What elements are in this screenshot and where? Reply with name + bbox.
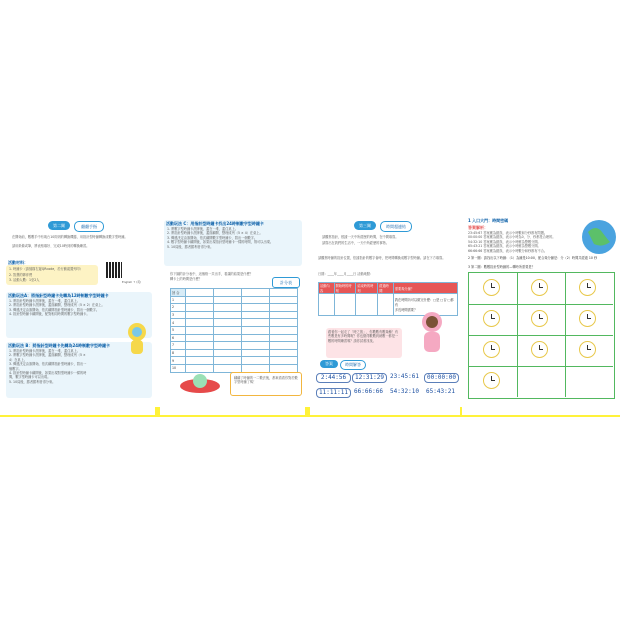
- level-3-tag: 第三關: [354, 221, 376, 230]
- round-label: 3: [171, 311, 186, 319]
- analog-clock-icon: [483, 372, 500, 389]
- round-label: 7: [171, 342, 186, 350]
- table-cell[interactable]: [356, 294, 378, 316]
- astronaut-illustration: [120, 320, 154, 360]
- material-2: 2. 智慧的夥伴們: [9, 273, 33, 278]
- score-cell[interactable]: [270, 364, 298, 372]
- score-cell[interactable]: [270, 311, 298, 319]
- level-tag: 第二關: [48, 221, 70, 230]
- ufo-note: 翻翻了時鐘的一二數法後，都來看看你對於數字型時鐘了嗎！: [234, 376, 298, 385]
- ufo-note-box: [230, 372, 302, 396]
- analog-clock-icon: [579, 310, 596, 327]
- digital-display: 12:31:29: [352, 373, 387, 383]
- score-cell[interactable]: [242, 349, 270, 357]
- material-3: 3. 活動人數：1至2人: [9, 277, 40, 282]
- table-row: [171, 296, 298, 304]
- score-cell[interactable]: [214, 342, 242, 350]
- score-cell[interactable]: [214, 304, 242, 312]
- play-a-step-4: 4. 指針型時鐘卡翻開後，配對相同時間的數字型時鐘卡。: [9, 312, 90, 317]
- table-cell[interactable]: [319, 294, 335, 316]
- play-c-step-1: 1. 將數字型時鐘卡洗牌後，蓋在一堆，蓋住桌上。: [167, 227, 238, 231]
- score-cell[interactable]: [242, 357, 270, 365]
- digital-display: 66:66:66: [354, 388, 383, 395]
- score-cell[interactable]: [214, 319, 242, 327]
- answer-item: 66:66:66 答案應為錯誤，表示小時數分和秒都有不合。: [468, 248, 548, 253]
- play-c-step-3: 3. 傳遞決定由誰開始，依次翻開數字型時鐘卡，寫出一個數字。: [167, 235, 258, 240]
- analog-clock-icon: [483, 279, 500, 296]
- table-option-2: 多長時間需要？: [394, 308, 418, 312]
- digital-display: 2:44:56: [316, 373, 351, 383]
- score-cell[interactable]: [270, 289, 298, 297]
- score-cell[interactable]: [270, 296, 298, 304]
- score-cell[interactable]: [186, 349, 214, 357]
- score-cell[interactable]: [214, 357, 242, 365]
- score-cell[interactable]: [270, 304, 298, 312]
- play-b-step-5: 5. 10局後，勝者勝利者得分來。: [9, 379, 56, 384]
- round-label: 10: [171, 364, 186, 372]
- answer-label: 答案: [320, 360, 338, 368]
- digital-display: 11:11:11: [316, 388, 351, 398]
- table-row: [171, 319, 298, 327]
- digital-display: 00:00:00: [424, 373, 459, 383]
- intro-text: 在開始前，數數手中有幾台10即到的轉換機器，用指計型時鐘轉換成數字型時鐘。: [12, 235, 128, 239]
- score-cell[interactable]: [270, 357, 298, 365]
- score-cell[interactable]: [186, 357, 214, 365]
- section-1-title: 1 入口大門：時間密碼: [468, 218, 509, 223]
- sub-text-3: 請寫出在我們的生活中，一天中所經歷的事物。: [322, 241, 389, 245]
- play-a-title: 活動玩法A：將指針型時鐘卡先轉為12時制數字型時鐘卡: [8, 293, 109, 298]
- table-row: [171, 349, 298, 357]
- score-cell[interactable]: [242, 342, 270, 350]
- booklet-spread: [0, 210, 620, 425]
- material-1: 1. 時鐘卡（請掃描右邊QRcode，於行動裝置列印）: [9, 267, 83, 271]
- round-label: 9: [171, 357, 186, 365]
- round-label: 2: [171, 304, 186, 312]
- play-a-step-3: 3. 傳遞決定由誰開始，依次翻開指針型時鐘卡，寫出一個數字。: [9, 307, 100, 312]
- table-row: [171, 311, 298, 319]
- score-cell[interactable]: [214, 311, 242, 319]
- score-cell[interactable]: [186, 334, 214, 342]
- round-label: 8: [171, 349, 186, 357]
- play-c-step-2: 2. 將指針型時鐘卡洗牌後，蓋面翻開，整理成列（5 × 4）在桌上。: [167, 231, 263, 236]
- score-cell[interactable]: [242, 304, 270, 312]
- answer-item: 65:43:21 答案應為錯誤，表示小時應為整數分開。: [468, 244, 541, 249]
- answer-item: 00:00:00 答案應為錯誤，表示小時為0，分、秒都是合理的。: [468, 235, 556, 240]
- table-row: [171, 334, 298, 342]
- table-row: [319, 283, 458, 294]
- answer-item: 23:45:67 答案應為錯誤，表示小時數和分秒都有問題。: [468, 231, 548, 235]
- play-c-title: 活動玩法 C：用指計型時鐘卡找出24時制數字型時鐘卡: [166, 221, 264, 226]
- score-header: 回 合: [171, 289, 186, 297]
- page-1: [0, 210, 155, 415]
- sub-text: 請用紙條或筆，將表格填好、完成10時到的轉換練習。: [12, 244, 90, 248]
- analog-clock-icon: [531, 341, 548, 358]
- qr-caption: English ↑ (英): [122, 280, 142, 284]
- round-label: 5: [171, 326, 186, 334]
- score-cell[interactable]: [270, 342, 298, 350]
- score-cell[interactable]: [214, 349, 242, 357]
- table-row: [171, 342, 298, 350]
- analog-clock-icon: [483, 310, 500, 327]
- score-cell[interactable]: [270, 319, 298, 327]
- speech-bubble: [326, 328, 402, 358]
- analog-clock-icon: [531, 310, 548, 327]
- play-b-step-2: 2. 將數字型時鐘卡洗牌後，蓋面翻開，整理成列（5 × 4）在桌上。: [9, 353, 86, 362]
- answers-title: 答案解析：: [468, 225, 488, 230]
- ufo-illustration: [178, 370, 222, 402]
- table-header: 經過時間: [378, 283, 394, 294]
- score-cell[interactable]: [214, 296, 242, 304]
- score-cell[interactable]: [186, 296, 214, 304]
- score-cell[interactable]: [242, 334, 270, 342]
- play-a-step-2: 2. 將指針型時鐘卡洗牌後，蓋面翻開，整理成列（5 × 2）在桌上。: [9, 303, 105, 308]
- play-a-step-1: 1. 將指針型時鐘卡洗牌後，蓋在一堆，蓋住桌上。: [9, 299, 80, 303]
- play-c-step-4: 4. 數字型時鐘卡翻開後，如果出現指針型時鐘卡一樣的時間，則可以出現。: [167, 240, 274, 245]
- score-cell[interactable]: [242, 326, 270, 334]
- score-cell[interactable]: [214, 326, 242, 334]
- table-row: [171, 326, 298, 334]
- score-cell[interactable]: [186, 311, 214, 319]
- score-cell[interactable]: [186, 342, 214, 350]
- score-cell[interactable]: [186, 319, 214, 327]
- intro-text-3: 請觀察指針，根據一天中所經歷的時間，在中間填寫。: [322, 235, 399, 239]
- score-question: 你下圖的計分表中，這個格一共出手，看讓的結果是什麼？: [170, 272, 253, 276]
- score-cell[interactable]: [242, 364, 270, 372]
- earth-illustration: [580, 218, 618, 256]
- round-label: 4: [171, 319, 186, 327]
- score-cell[interactable]: [214, 289, 242, 297]
- table-option[interactable]: 我在時間內可以做完什麼：□是 □否 □都有: [394, 298, 454, 307]
- digital-display: 54:32:10: [390, 388, 419, 395]
- fill-note: 請觀察時鐘的指針位置，依據指針的數字會時，把時間轉換成數字型時鐘。請在下方填寫。: [318, 256, 446, 260]
- question-2: 2 第一關：請找出以下時鐘：（1）為鐘是10:00，配合幾分鐘是：分（2）時間共經過 10 秒: [468, 256, 598, 260]
- score-cell[interactable]: [214, 334, 242, 342]
- score-cell[interactable]: [242, 311, 270, 319]
- bottom-label: 時間解答: [340, 360, 366, 370]
- table-row: [171, 289, 298, 297]
- analog-clock-icon: [579, 279, 596, 296]
- table-row: [171, 357, 298, 365]
- digital-display: 65:43:21: [426, 388, 455, 395]
- clock-grid: [468, 272, 615, 399]
- page-3: [310, 210, 460, 415]
- materials-title: 活動材料：: [8, 260, 28, 265]
- score-cell[interactable]: [186, 289, 214, 297]
- level-3-title: 時間超連結: [380, 221, 412, 232]
- analog-clock-icon: [531, 279, 548, 296]
- score-cell[interactable]: [242, 289, 270, 297]
- page-2: [160, 210, 305, 415]
- play-b-step-4: 4. 指針型時鐘卡翻開後，如果出現對型時鐘卡一樣的時間，數字型時鐘卡可以出現。: [9, 371, 87, 380]
- play-b-step-3: 3. 傳遞決定由誰開始，依次翻開指針型時鐘卡，寫出一個數字。: [9, 362, 87, 371]
- score-question-2: 轉卡上的時間是什麼？: [170, 277, 202, 281]
- score-cell[interactable]: [270, 326, 298, 334]
- score-table: [170, 288, 298, 373]
- level-title: 翻翻手指: [74, 221, 104, 232]
- digital-display: 23:45:61: [390, 373, 419, 380]
- play-b-step-1: 1. 將指針型時鐘卡洗牌後，蓋在一堆，蓋住桌上。: [9, 349, 80, 353]
- table-header: 開始時的時刻: [334, 283, 356, 294]
- answers-list: [468, 231, 578, 253]
- play-c-box: [164, 220, 302, 266]
- table-header: 結束時的時刻: [356, 283, 378, 294]
- score-table-title: 計分表: [272, 277, 300, 288]
- round-label: 6: [171, 334, 186, 342]
- score-cell[interactable]: [186, 326, 214, 334]
- question-3: 3 第二關：數數指針型時鐘的—轉時所需要是？: [468, 265, 535, 269]
- girl-astronaut-illustration: [412, 310, 452, 360]
- table-row: [171, 304, 298, 312]
- materials-box: [6, 265, 98, 285]
- table-cell[interactable]: [378, 294, 394, 316]
- score-cell[interactable]: [186, 304, 214, 312]
- score-cell[interactable]: [242, 319, 270, 327]
- fill-label[interactable]: 日期：____年____月____日 活動地點：: [318, 272, 374, 276]
- table-cell[interactable]: [334, 294, 356, 316]
- round-label: 1: [171, 296, 186, 304]
- table-header: 需要幾分鐘？: [393, 283, 457, 294]
- answer-item: 54:32:10 答案應為錯誤，表示小時應為整數分開。: [468, 239, 541, 244]
- score-cell[interactable]: [242, 296, 270, 304]
- analog-clock-icon: [483, 341, 500, 358]
- score-cell[interactable]: [270, 349, 298, 357]
- table-header: 活動內容: [319, 283, 335, 294]
- score-cell[interactable]: [270, 334, 298, 342]
- bubble-text: 跟著你一起走了「時之旅」，你數數有數幾種！有些數是有多時間呢？你也覺得數數到就數一都是一數的時間練習嗎？請你試著找找。: [328, 330, 399, 343]
- analog-clock-icon: [579, 341, 596, 358]
- page-4: [462, 210, 620, 415]
- play-c-step-5: 5. 10局後，勝者勝利者得分來。: [167, 244, 214, 249]
- qr-code-icon[interactable]: [106, 262, 122, 278]
- play-b-title: 活動玩法 B：將指針型時鐘卡先轉為24時制數字型時鐘卡: [8, 343, 111, 348]
